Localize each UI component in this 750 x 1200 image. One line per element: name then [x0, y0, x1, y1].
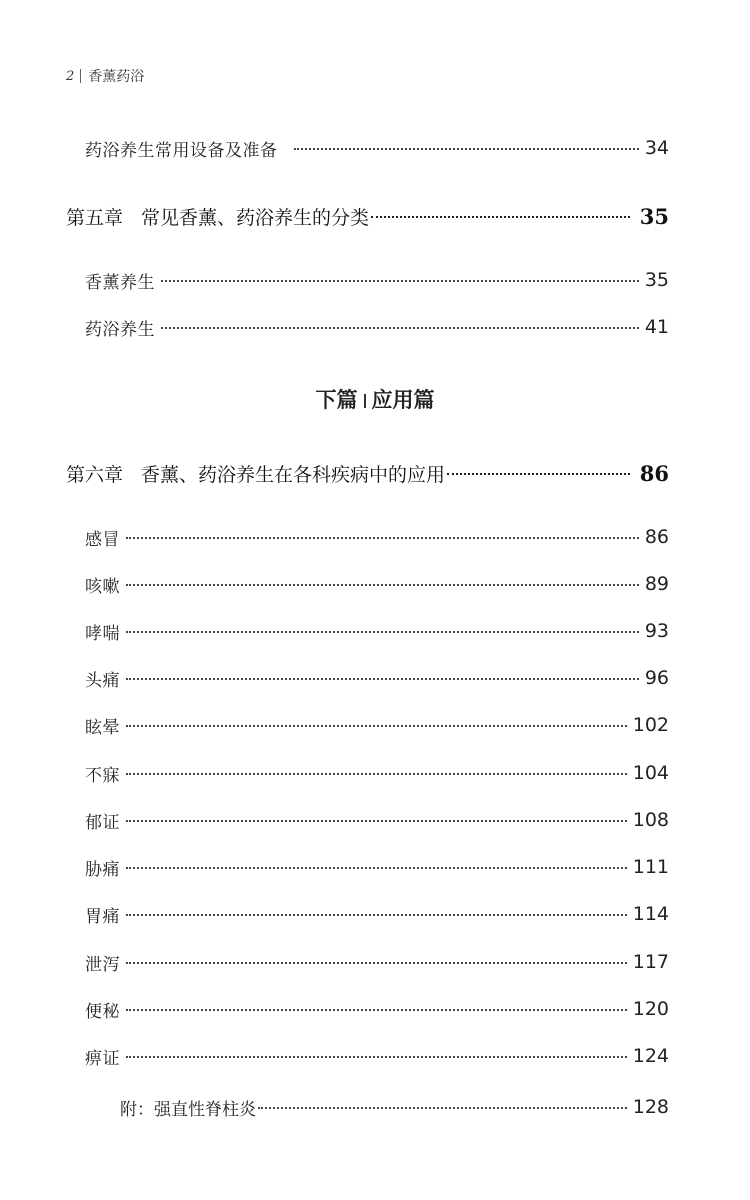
dot-leader [161, 327, 639, 329]
chapter-number: 第五章 [66, 206, 124, 229]
toc-entry[interactable] [85, 617, 669, 645]
toc-entry-title: 痹证 [85, 1048, 120, 1069]
toc-entry-page: 117 [632, 951, 669, 973]
part-title-left: 下篇 [315, 388, 358, 412]
dot-leader [126, 1009, 627, 1011]
dot-leader [126, 537, 639, 539]
toc-entry[interactable] [85, 664, 669, 692]
toc-entry[interactable] [85, 948, 669, 976]
toc-entry[interactable] [85, 759, 669, 787]
part-heading [0, 384, 750, 414]
chapter-number: 第六章 [66, 463, 124, 486]
toc-entry[interactable] [85, 313, 669, 341]
chapter-page: 86 [639, 460, 669, 486]
dot-leader [371, 216, 630, 218]
toc-entry-page: 108 [632, 809, 669, 831]
toc-entry-title: 哮喘 [85, 623, 120, 644]
toc-entry-title: 郁证 [85, 812, 120, 833]
toc-entry-title: 头痛 [85, 670, 120, 691]
part-divider [364, 394, 366, 408]
chapter-title: 常见香薰、药浴养生的分类 [141, 206, 370, 229]
book-title: 香薰药浴 [88, 69, 145, 85]
part-title-right: 应用篇 [371, 388, 435, 412]
dot-leader [126, 914, 627, 916]
toc-entry[interactable] [85, 523, 669, 551]
toc-entry[interactable] [85, 995, 669, 1023]
dot-leader [126, 631, 639, 633]
running-header [66, 66, 144, 86]
toc-entry-page: 96 [644, 667, 669, 689]
chapter-page: 35 [639, 203, 669, 229]
toc-appendix-entry[interactable] [120, 1093, 669, 1121]
dot-leader [126, 1056, 627, 1058]
toc-entry-page: 120 [632, 998, 669, 1020]
page-number: 2 [66, 68, 75, 84]
toc-entry[interactable] [85, 266, 669, 294]
toc-entry-title: 感冒 [85, 529, 120, 550]
dot-leader [126, 867, 627, 869]
toc-entry-page: 128 [632, 1096, 669, 1118]
toc-entry-page: 34 [644, 137, 669, 159]
toc-entry[interactable] [85, 806, 669, 834]
toc-entry-title: 咳嗽 [85, 576, 120, 597]
toc-entry-title: 不寐 [85, 765, 120, 786]
toc-entry[interactable] [85, 711, 669, 739]
toc-entry-page: 35 [644, 269, 669, 291]
toc-entry-title: 便秘 [85, 1001, 120, 1022]
dot-leader [126, 962, 627, 964]
toc-entry-title: 泄泻 [85, 954, 120, 975]
toc-entry-title: 眩晕 [85, 717, 120, 738]
toc-entry-title: 附：强直性脊柱炎 [120, 1099, 256, 1120]
dot-leader [126, 820, 627, 822]
toc-entry-title: 药浴养生 [85, 319, 155, 340]
toc-entry-title: 香薰养生 [85, 272, 155, 293]
dot-leader [126, 584, 639, 586]
chapter-heading[interactable] [66, 200, 669, 232]
toc-entry-title: 胁痛 [85, 859, 120, 880]
toc-entry-page: 89 [644, 573, 669, 595]
dot-leader [161, 280, 639, 282]
toc-entry-page: 104 [632, 762, 669, 784]
dot-leader [126, 678, 639, 680]
dot-leader [126, 773, 627, 775]
dot-leader [294, 148, 639, 150]
toc-entry-page: 114 [632, 903, 669, 925]
chapter-heading[interactable] [66, 457, 669, 489]
toc-entry[interactable] [85, 134, 669, 162]
toc-entry-title: 胃痛 [85, 906, 120, 927]
toc-entry-page: 41 [644, 316, 669, 338]
chapter-title: 香薰、药浴养生在各科疾病中的应用 [141, 463, 446, 486]
toc-entry[interactable] [85, 570, 669, 598]
toc-entry[interactable] [85, 900, 669, 928]
toc-entry-page: 124 [632, 1045, 669, 1067]
dot-leader [126, 725, 627, 727]
toc-entry[interactable] [85, 1042, 669, 1070]
toc-entry-page: 86 [644, 526, 669, 548]
dot-leader [447, 473, 630, 475]
toc-entry[interactable] [85, 853, 669, 881]
header-divider [80, 69, 81, 83]
toc-entry-page: 102 [632, 714, 669, 736]
toc-entry-page: 93 [644, 620, 669, 642]
toc-entry-title: 药浴养生常用设备及准备 [85, 140, 278, 161]
dot-leader [258, 1107, 627, 1109]
toc-entry-page: 111 [632, 856, 669, 878]
